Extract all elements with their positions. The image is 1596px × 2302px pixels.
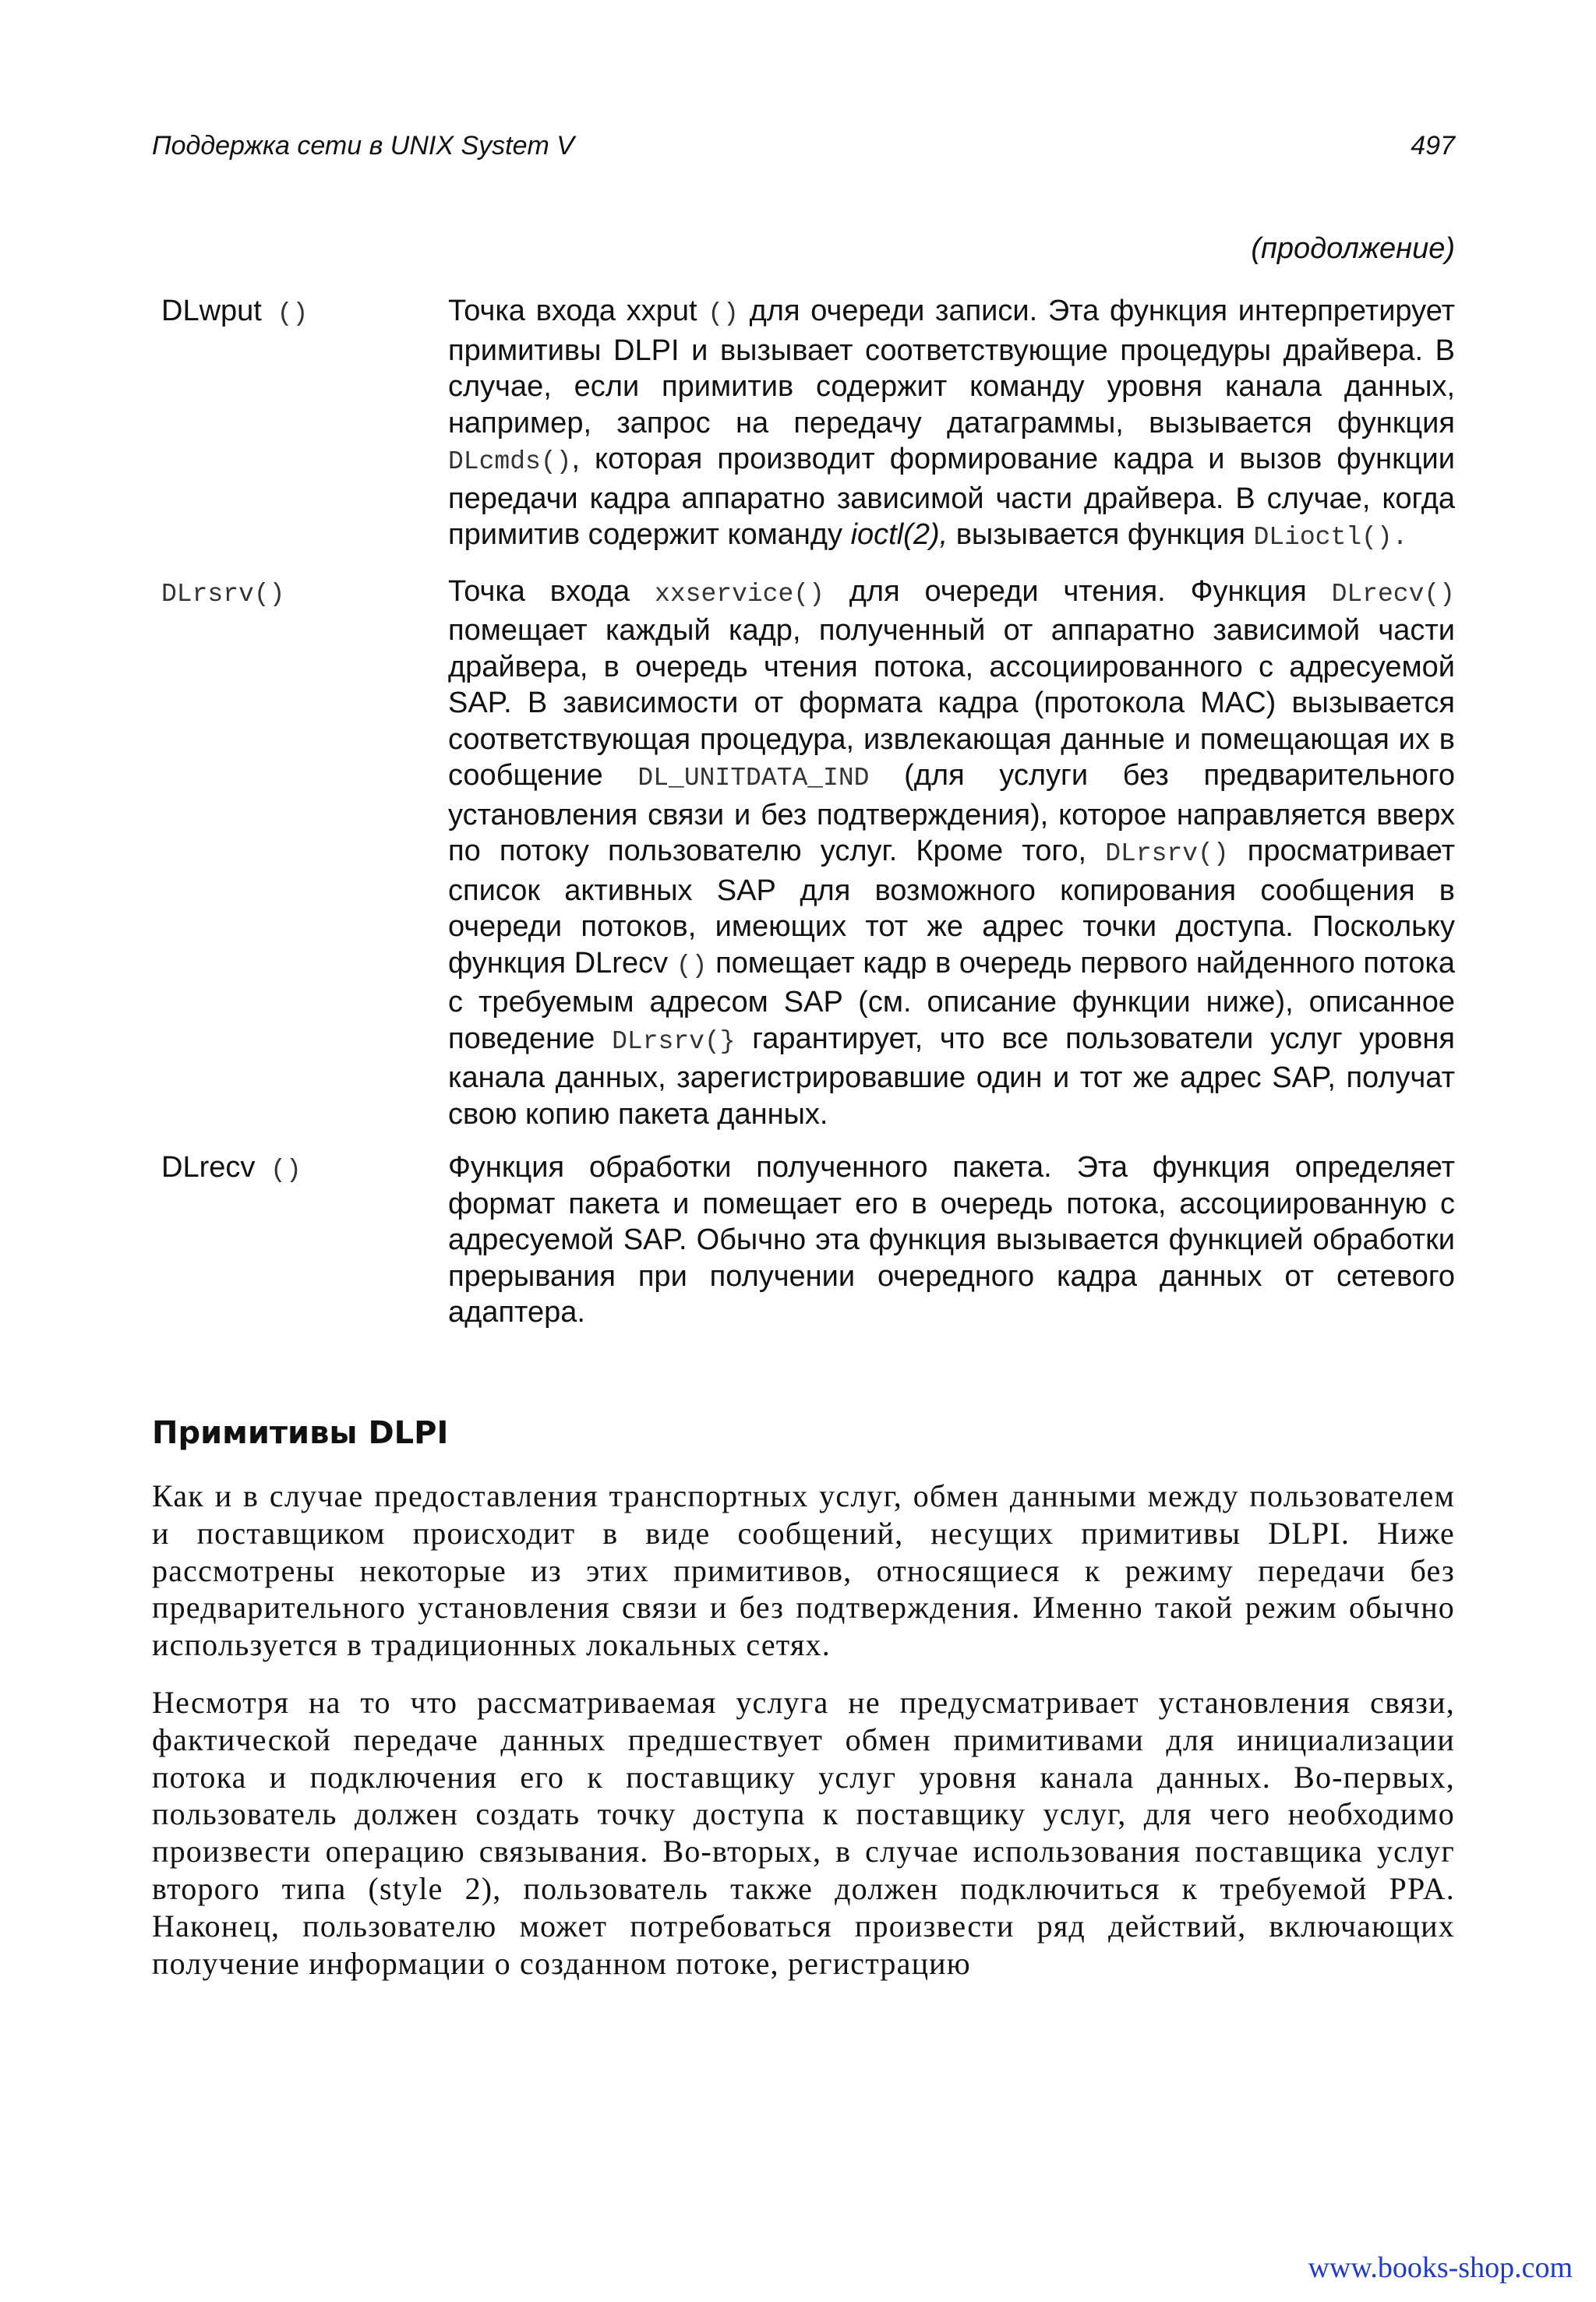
section-heading: Примитивы DLPI xyxy=(152,1415,449,1451)
text-span: гарантирует, что все пользователи услуг уровня канала данных, зарегистрировавшие один и тот же адрес SAP, получат свою копию пакета данных. xyxy=(448,1022,1455,1131)
text-span: (для услуги без предварительного установления связи и без подтверждения), которое направляется вверх по потоку пользователю услуг. Кроме того, xyxy=(448,759,1455,867)
body-paragraph: Несмотря на то что рассматриваемая услуга не предусматривает установления связи, фактической передаче данных предшествует обмен примитивами для инициализации потока и подключения его к поставщику услуг уровня канала данных. Во-первых, пользователь должен создать точку доступа к поставщику услуг, для чего необходимо произвести операцию связывания. Во-вторых, в случае использования поставщика услуг второго типа (style 2), пользователь также должен подключиться к требуемой PPA. Наконец, пользователю может потребоваться произвести ряд действий, включающих получение информации о созданном потоке, регистрацию xyxy=(152,1684,1455,1981)
text-span: Точка входа xyxy=(448,574,655,608)
term-name: DLrsrv() xyxy=(161,579,285,609)
text-span: для очереди чтения. Функция xyxy=(824,574,1332,608)
definition-row xyxy=(152,574,1455,1133)
text-span: помещает кадр в очередь первого найденного потока с требуемым адресом SAP (см. описание функции ниже), описанное поведение xyxy=(448,946,1456,1055)
code-span: xxservice() xyxy=(655,579,824,609)
term-name: DLrecv xyxy=(161,1151,256,1184)
text-span: для очереди записи. Эта функция интерпретирует примитивы DLPI и вызывает соответствующие процедуры драйвера. В случае, если примитив содержит команду уровня канала данных, например, запрос на передачу датаграммы, вызывается функция xyxy=(448,295,1455,440)
code-span: () xyxy=(708,299,739,328)
body-paragraph: Как и в случае предоставления транспортных услуг, обмен данными между пользователем и поставщиком происходит в виде сообщений, несущих примитивы DLPI. Ниже рассмотрены некоторые из этих примитивов, относящиеся к режиму передачи без предварительного установления связи и без подтверждения. Именно такой режим обычно используется в традиционных локальных сетях. xyxy=(152,1478,1455,1663)
page-number: 497 xyxy=(1411,131,1455,161)
definition-row xyxy=(152,293,1455,556)
term-name: DLwput xyxy=(161,295,262,327)
code-span: DLrsrv() xyxy=(1105,839,1229,868)
definition-row xyxy=(152,1149,1455,1331)
italic-span: ioctl(2), xyxy=(850,518,948,551)
code-span: DLioctl(). xyxy=(1253,523,1408,552)
term-suffix: () xyxy=(255,1156,302,1185)
term-suffix: () xyxy=(261,299,309,328)
definition-description xyxy=(448,574,1455,1133)
definition-term xyxy=(161,295,411,328)
code-span: () xyxy=(676,951,708,980)
text-span: вызывается функция xyxy=(948,518,1254,551)
section-body xyxy=(152,1478,1455,2002)
text-span: Точка входа xxput xyxy=(448,295,708,327)
code-span: DL_UNITDATA_IND xyxy=(637,764,870,793)
continued-label: (продолжение) xyxy=(1251,232,1455,265)
text-span: , которая производит формирование кадра и вызов функции передачи кадра аппаратно зависимой части драйвера. В случае, когда примитив содержит команду xyxy=(448,443,1455,551)
code-span: DLrsrv(} xyxy=(612,1026,736,1056)
definition-term xyxy=(161,1151,411,1185)
definition-description xyxy=(448,293,1455,556)
footer-link[interactable]: www.books-shop.com xyxy=(1308,2251,1573,2284)
definition-term xyxy=(161,575,411,609)
text-span: просматривает список активных SAP для возможного копирования сообщения в очереди потоков, имеющих тот же адрес точки доступа. Поскольку функция DLrecv xyxy=(448,835,1456,980)
code-span: DLrecv() xyxy=(1331,579,1455,609)
running-title: Поддержка сети в UNIX System V xyxy=(152,131,574,161)
text-span: помещает каждый кадр, полученный от аппаратно зависимой части драйвера, в очередь чтения потока, ассоциированного с адресуемой SAP. В зависимости от формата кадра (протокола MAC) вызывается соответствующая процедура, извлекающая данные и помещающая их в сообщение xyxy=(448,614,1455,792)
code-span: DLcmds() xyxy=(448,447,572,476)
definition-description xyxy=(448,1149,1455,1331)
page-header xyxy=(152,131,1455,170)
function-definitions-table xyxy=(152,293,1455,1348)
text-span: Функция обработки полученного пакета. Эта функция определяет формат пакета и помещает его в очередь потока, ассоциированную с адресуемой SAP. Обычно эта функция вызывается функцией обработки прерывания при получении очередного кадра данных от сетевого адаптера. xyxy=(448,1151,1455,1329)
